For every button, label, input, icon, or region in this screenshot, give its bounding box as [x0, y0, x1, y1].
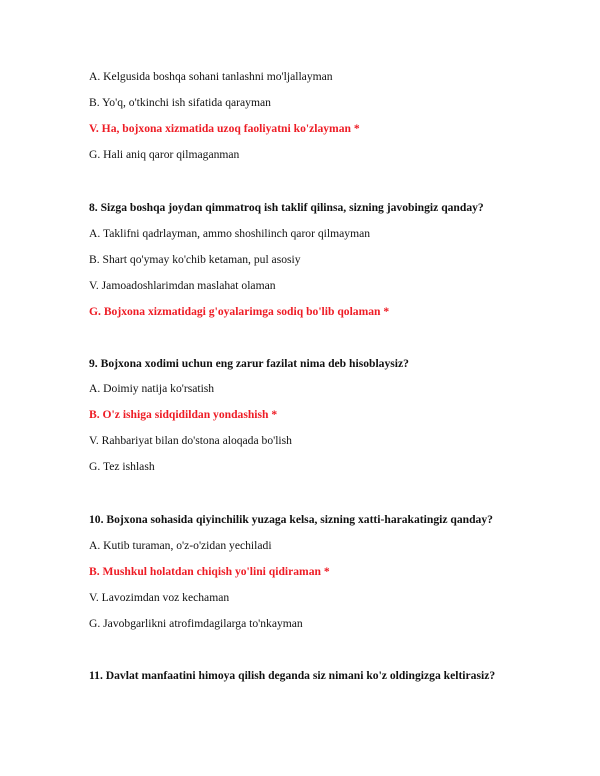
question-8: 8. Sizga boshqa joydan qimmatroq ish taklif qilinsa, sizning javobingiz qanday? — [89, 201, 484, 214]
q8-option-v: V. Jamoadoshlarimdan maslahat olaman — [89, 279, 276, 292]
question-11: 11. Davlat manfaatini himoya qilish deganda siz nimani ko'z oldingizga keltirasiz? — [89, 669, 496, 682]
q9-option-a: A. Doimiy natija ko'rsatish — [89, 382, 215, 395]
q9-option-b-correct: B. O'z ishiga sidqidildan yondashish * — [89, 408, 278, 421]
q9-option-g: G. Tez ishlash — [89, 460, 155, 473]
q10-option-a: A. Kutib turaman, o'z-o'zidan yechiladi — [89, 539, 272, 552]
q9-option-v: V. Rahbariyat bilan do'stona aloqada bo'lish — [89, 434, 292, 447]
question-10: 10. Bojxona sohasida qiyinchilik yuzaga kelsa, sizning xatti-harakatingiz qanday? — [89, 513, 493, 526]
option-v-correct: V. Ha, bojxona xizmatida uzoq faoliyatni ko'zlayman * — [89, 122, 360, 135]
q10-option-g: G. Javobgarlikni atrofimdagilarga to'nkayman — [89, 617, 303, 630]
q8-option-b: B. Shart qo'ymay ko'chib ketaman, pul asosiy — [89, 253, 301, 266]
question-9: 9. Bojxona xodimi uchun eng zarur fazilat nima deb hisoblaysiz? — [89, 357, 409, 370]
option-a: A. Kelgusida boshqa sohani tanlashni mo'ljallayman — [89, 70, 333, 83]
q10-option-b-correct: B. Mushkul holatdan chiqish yo'lini qidiraman * — [89, 565, 330, 578]
option-g: G. Hali aniq qaror qilmaganman — [89, 148, 240, 161]
q8-option-a: A. Taklifni qadrlayman, ammo shoshilinch qaror qilmayman — [89, 227, 371, 240]
q8-option-g-correct: G. Bojxona xizmatidagi g'oyalarimga sodiq bo'lib qolaman * — [89, 305, 390, 318]
q10-option-v: V. Lavozimdan voz kechaman — [89, 591, 230, 604]
option-b: B. Yo'q, o'tkinchi ish sifatida qarayman — [89, 96, 271, 109]
